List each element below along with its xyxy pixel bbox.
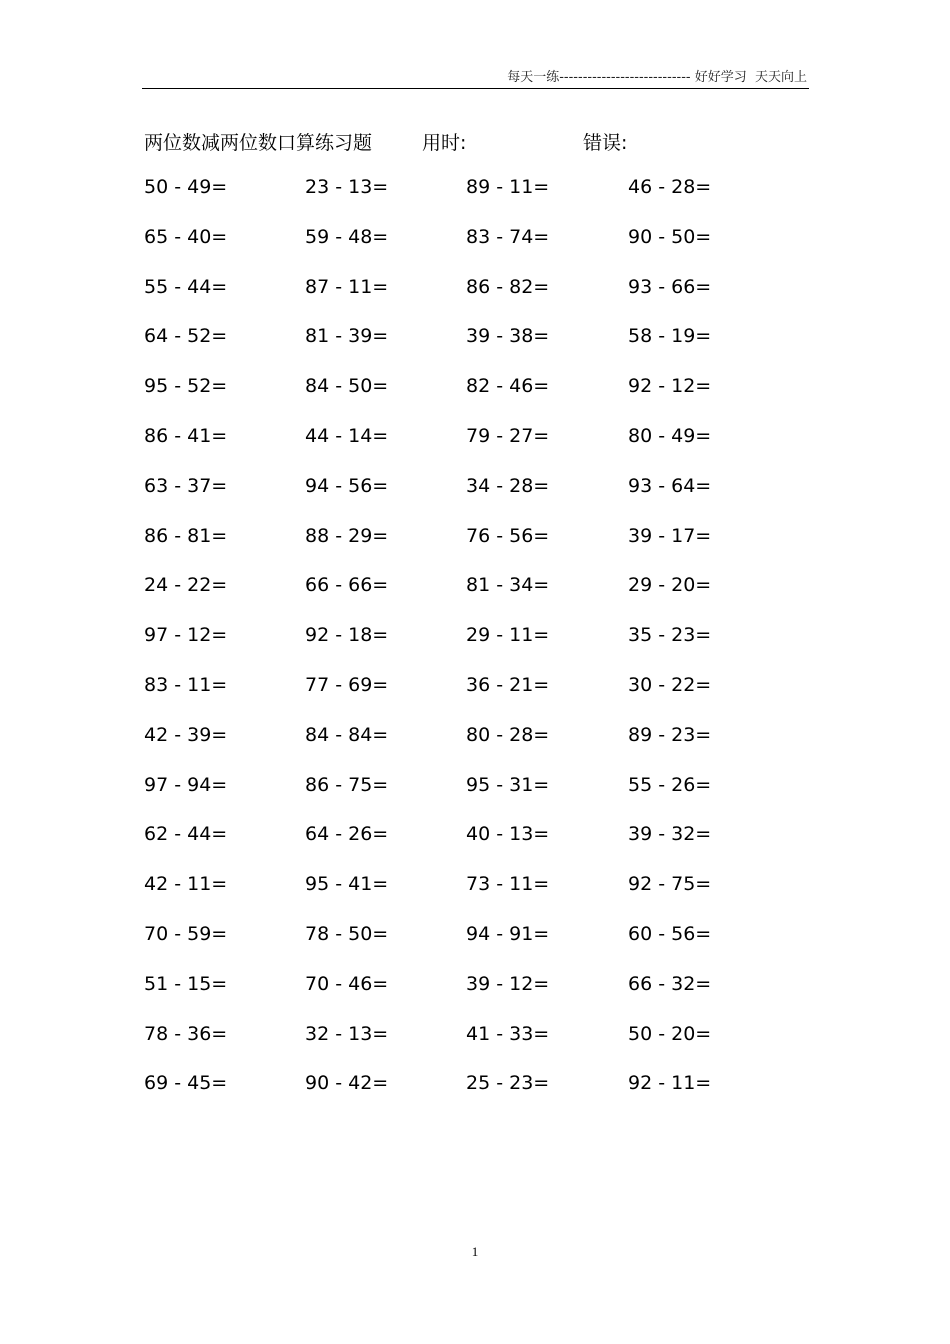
problem-item: 86 - 82= — [466, 275, 550, 298]
problem-item: 83 - 74= — [466, 225, 550, 248]
error-label: 错误: — [583, 132, 628, 154]
problem-item: 39 - 38= — [466, 325, 550, 348]
problem-row — [0, 375, 950, 425]
problem-item: 64 - 52= — [144, 325, 228, 348]
problem-item: 92 - 75= — [628, 873, 712, 896]
problem-item: 69 - 45= — [144, 1072, 228, 1095]
page-header — [142, 60, 809, 89]
problem-item: 65 - 40= — [144, 225, 228, 248]
problem-row — [0, 276, 950, 326]
problem-item: 86 - 75= — [305, 773, 389, 796]
problem-item: 89 - 11= — [466, 176, 550, 198]
problem-row — [0, 1023, 950, 1073]
problem-row — [0, 823, 950, 873]
problem-item: 35 - 23= — [628, 624, 712, 647]
problem-item: 86 - 41= — [144, 424, 228, 447]
problem-item: 41 - 33= — [466, 1022, 550, 1045]
problem-item: 82 - 46= — [466, 375, 550, 398]
problem-item: 29 - 11= — [466, 624, 550, 647]
problem-item: 46 - 28= — [628, 176, 712, 198]
problem-item: 58 - 19= — [628, 325, 712, 348]
problem-item: 97 - 94= — [144, 773, 228, 796]
problem-item: 59 - 48= — [305, 225, 389, 248]
problem-item: 62 - 44= — [144, 823, 228, 846]
problem-item: 64 - 26= — [305, 823, 389, 846]
problem-row — [0, 574, 950, 624]
problem-row — [0, 325, 950, 375]
title-row — [0, 128, 950, 158]
problem-item: 95 - 52= — [144, 375, 228, 398]
problem-item: 23 - 13= — [305, 176, 389, 198]
problem-row — [0, 176, 950, 226]
problem-item: 55 - 26= — [628, 773, 712, 796]
problem-item: 77 - 69= — [305, 673, 389, 696]
problem-item: 81 - 34= — [466, 574, 550, 597]
problem-item: 32 - 13= — [305, 1022, 389, 1045]
problem-item: 84 - 50= — [305, 375, 389, 398]
problem-item: 42 - 39= — [144, 723, 228, 746]
problem-item: 92 - 12= — [628, 375, 712, 398]
problem-row — [0, 226, 950, 276]
problem-row — [0, 973, 950, 1023]
problem-row — [0, 923, 950, 973]
problem-row — [0, 774, 950, 824]
problem-row — [0, 475, 950, 525]
problem-item: 50 - 49= — [144, 176, 228, 198]
problem-item: 80 - 49= — [628, 424, 712, 447]
time-label: 用时: — [422, 132, 467, 154]
problem-item: 25 - 23= — [466, 1072, 550, 1095]
problem-item: 60 - 56= — [628, 922, 712, 945]
problem-item: 83 - 11= — [144, 673, 228, 696]
problem-row — [0, 1072, 950, 1122]
problem-item: 95 - 41= — [305, 873, 389, 896]
problem-item: 70 - 46= — [305, 972, 389, 995]
problem-item: 66 - 32= — [628, 972, 712, 995]
problem-item: 73 - 11= — [466, 873, 550, 896]
problem-item: 86 - 81= — [144, 524, 228, 547]
problem-item: 40 - 13= — [466, 823, 550, 846]
problem-item: 87 - 11= — [305, 275, 389, 298]
problem-item: 93 - 66= — [628, 275, 712, 298]
problem-item: 93 - 64= — [628, 474, 712, 497]
problem-row — [0, 674, 950, 724]
problem-item: 88 - 29= — [305, 524, 389, 547]
problem-item: 39 - 12= — [466, 972, 550, 995]
problem-item: 29 - 20= — [628, 574, 712, 597]
header-text — [507, 66, 807, 85]
header-left-text: 每天一练 — [507, 70, 560, 85]
problem-row — [0, 525, 950, 575]
problem-item: 95 - 31= — [466, 773, 550, 796]
problem-item: 24 - 22= — [144, 574, 228, 597]
problem-row — [0, 873, 950, 923]
problem-item: 70 - 59= — [144, 922, 228, 945]
header-right-text: 好好学习 天天向上 — [694, 70, 807, 85]
problem-item: 36 - 21= — [466, 673, 550, 696]
header-dashes: ---------------------------- — [559, 70, 691, 85]
problem-item: 51 - 15= — [144, 972, 228, 995]
problem-item: 84 - 84= — [305, 723, 389, 746]
worksheet-title: 两位数减两位数口算练习题 — [144, 132, 373, 154]
problem-row — [0, 425, 950, 475]
problem-item: 63 - 37= — [144, 474, 228, 497]
problem-item: 30 - 22= — [628, 673, 712, 696]
problem-grid — [0, 176, 950, 1122]
problem-item: 94 - 91= — [466, 922, 550, 945]
problem-row — [0, 624, 950, 674]
problem-item: 81 - 39= — [305, 325, 389, 348]
problem-item: 97 - 12= — [144, 624, 228, 647]
problem-item: 94 - 56= — [305, 474, 389, 497]
problem-item: 90 - 50= — [628, 225, 712, 248]
problem-item: 34 - 28= — [466, 474, 550, 497]
problem-item: 80 - 28= — [466, 723, 550, 746]
problem-item: 66 - 66= — [305, 574, 389, 597]
problem-item: 78 - 36= — [144, 1022, 228, 1045]
problem-item: 76 - 56= — [466, 524, 550, 547]
problem-item: 90 - 42= — [305, 1072, 389, 1095]
problem-item: 55 - 44= — [144, 275, 228, 298]
problem-item: 92 - 11= — [628, 1072, 712, 1095]
problem-item: 89 - 23= — [628, 723, 712, 746]
problem-item: 78 - 50= — [305, 922, 389, 945]
problem-item: 92 - 18= — [305, 624, 389, 647]
problem-item: 79 - 27= — [466, 424, 550, 447]
problem-item: 39 - 17= — [628, 524, 712, 547]
problem-item: 42 - 11= — [144, 873, 228, 896]
problem-item: 50 - 20= — [628, 1022, 712, 1045]
page-number: 1 — [471, 1244, 479, 1259]
problem-item: 39 - 32= — [628, 823, 712, 846]
problem-row — [0, 724, 950, 774]
problem-item: 44 - 14= — [305, 424, 389, 447]
